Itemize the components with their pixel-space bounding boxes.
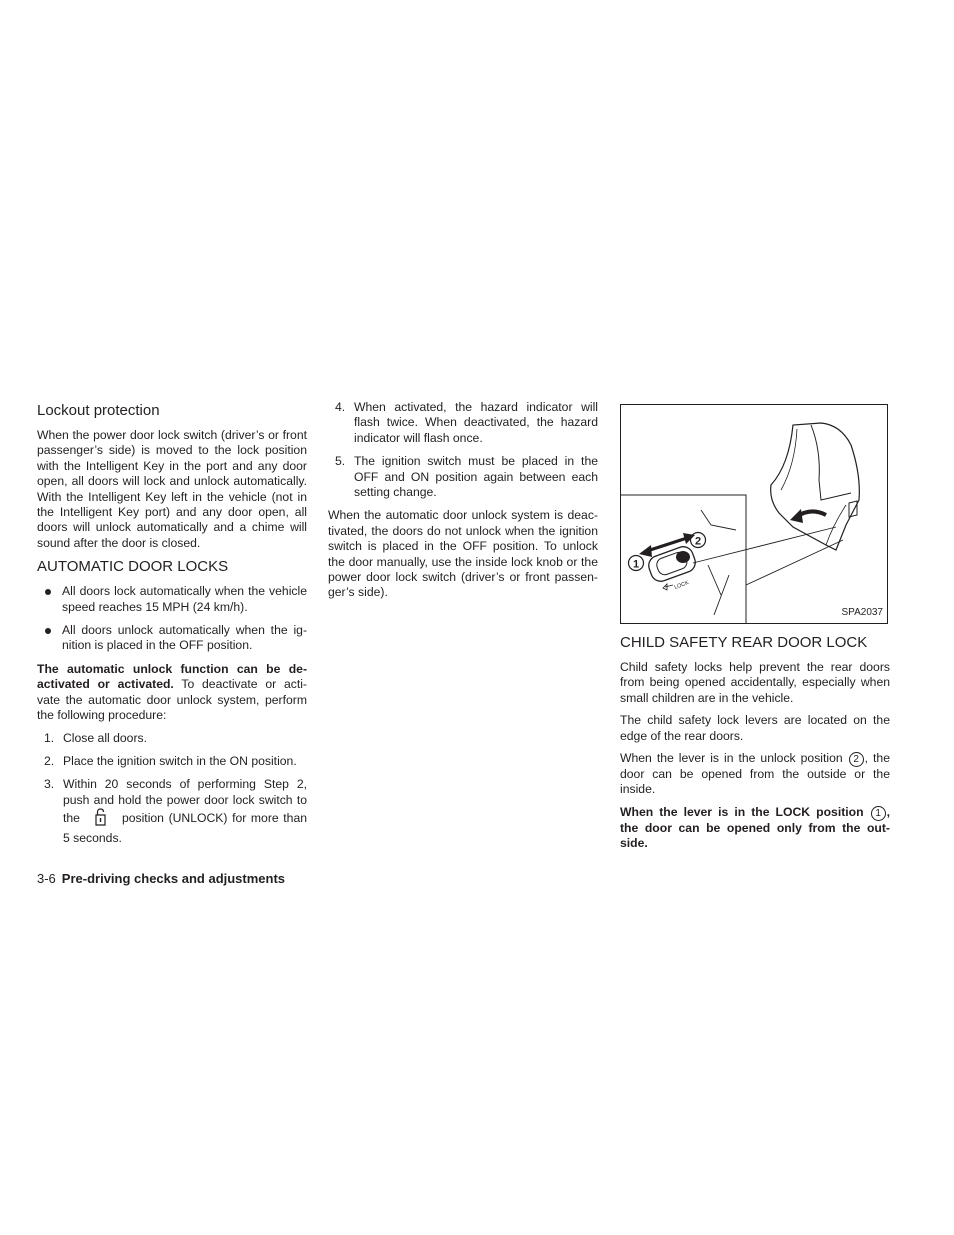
step-text-continued: position (UNLOCK) for more than 5 seconds. [63, 811, 307, 845]
procedure-steps-2 [328, 400, 598, 500]
column-right [620, 400, 890, 859]
list-item [37, 754, 307, 769]
page-footer [37, 871, 285, 886]
step-text: When activated, the hazard indicator will flash twice. When deactivated, the hazard indicator will flash once. [354, 400, 598, 445]
section-title: Pre-driving checks and adjustments [61, 871, 286, 886]
child-paragraph-4 [620, 805, 890, 852]
column-middle [328, 400, 598, 608]
procedure-steps-1 [37, 731, 307, 846]
step-text: Close all doors. [63, 730, 147, 745]
child-p3-text-end: , the door can be opened from the outside or the inside. [620, 751, 890, 797]
column-left [37, 400, 307, 854]
bullet-icon [45, 589, 51, 595]
auto-lock-bullets [37, 584, 307, 654]
child-p3-text: When the lever is in the unlock position [620, 751, 843, 766]
list-item [37, 777, 307, 846]
callout-1-label: 1 [632, 558, 640, 571]
bullet-text: All doors lock automatically when the vehicle speed reaches 15 MPH (24 km/h). [62, 584, 307, 614]
page-number: 3-6 [37, 871, 56, 886]
child-p4-text-end: , the door can be opened only from the out- side. [620, 804, 890, 851]
list-item [37, 731, 307, 746]
unlock-bold-text: The automatic unlock function can be de- activated or activated. [37, 661, 307, 692]
step-text: Within 20 seconds of performing Step 2, push and hold the power door lock switch to the [63, 777, 307, 826]
lockout-heading: Lockout protection [37, 402, 160, 419]
list-item [37, 623, 307, 654]
step-number: 1. [44, 730, 55, 745]
list-item [328, 400, 598, 446]
step-text: The ignition switch must be placed in the OFF and ON position again between each setting change. [354, 454, 598, 500]
bullet-text: All doors unlock automatically when the ig- nition is placed in the OFF position. [62, 623, 307, 653]
child-safety-heading: CHILD SAFETY REAR DOOR LOCK [620, 634, 868, 651]
lockout-paragraph: When the power door lock switch (driver’s or front passenger’s side) is moved to the lock position with the Intelligent Key in the port and any door open, all doors will lock and unlock automatically. With the Intelligent Key left in the vehicle (not in the Intelligent Key port) and any door open, all doors will unlock automatically and a chime will sound after the door is closed. [37, 428, 307, 550]
child-lock-lever-illustration-icon [621, 405, 889, 625]
child-p4-text: When the lever is in the LOCK position [620, 804, 864, 819]
step-text: Place the ignition switch in the ON position. [63, 753, 297, 768]
step-number: 4. [335, 400, 346, 414]
child-paragraph-2: The child safety lock levers are located on the edge of the rear doors. [620, 713, 890, 743]
unlock-function-paragraph [37, 662, 307, 724]
list-item [328, 454, 598, 500]
step-number: 2. [44, 753, 55, 768]
child-paragraph-1: Child safety locks help prevent the rear doors from being opened accidentally, especially when small children are in the vehicle. [620, 660, 890, 705]
circled-number-2-icon: 2 [849, 752, 864, 767]
deactivated-paragraph: When the automatic door unlock system is deac- tivated, the doors do not unlock when the ignition switch is placed in the OFF position. To unlock the door manually, use the inside lock knob or the power door lock switch (driver’s or front passen- ger’s side). [328, 508, 598, 600]
child-paragraph-3 [620, 751, 890, 798]
circled-number-1-icon: 1 [871, 806, 886, 821]
lock-label: LOCK [673, 580, 690, 591]
figure-code: SPA2037 [841, 606, 883, 618]
bullet-icon [45, 628, 51, 634]
unlock-rest-text: To deactivate or acti- vate the automatic door unlock system, perform the following procedure: [37, 677, 307, 723]
callout-2-label: 2 [694, 535, 702, 548]
auto-door-locks-heading: AUTOMATIC DOOR LOCKS [37, 558, 229, 576]
unlock-switch-icon [94, 808, 108, 830]
child-lock-figure [620, 404, 888, 624]
step-number: 3. [44, 777, 55, 792]
step-number: 5. [335, 454, 346, 469]
list-item [37, 584, 307, 615]
